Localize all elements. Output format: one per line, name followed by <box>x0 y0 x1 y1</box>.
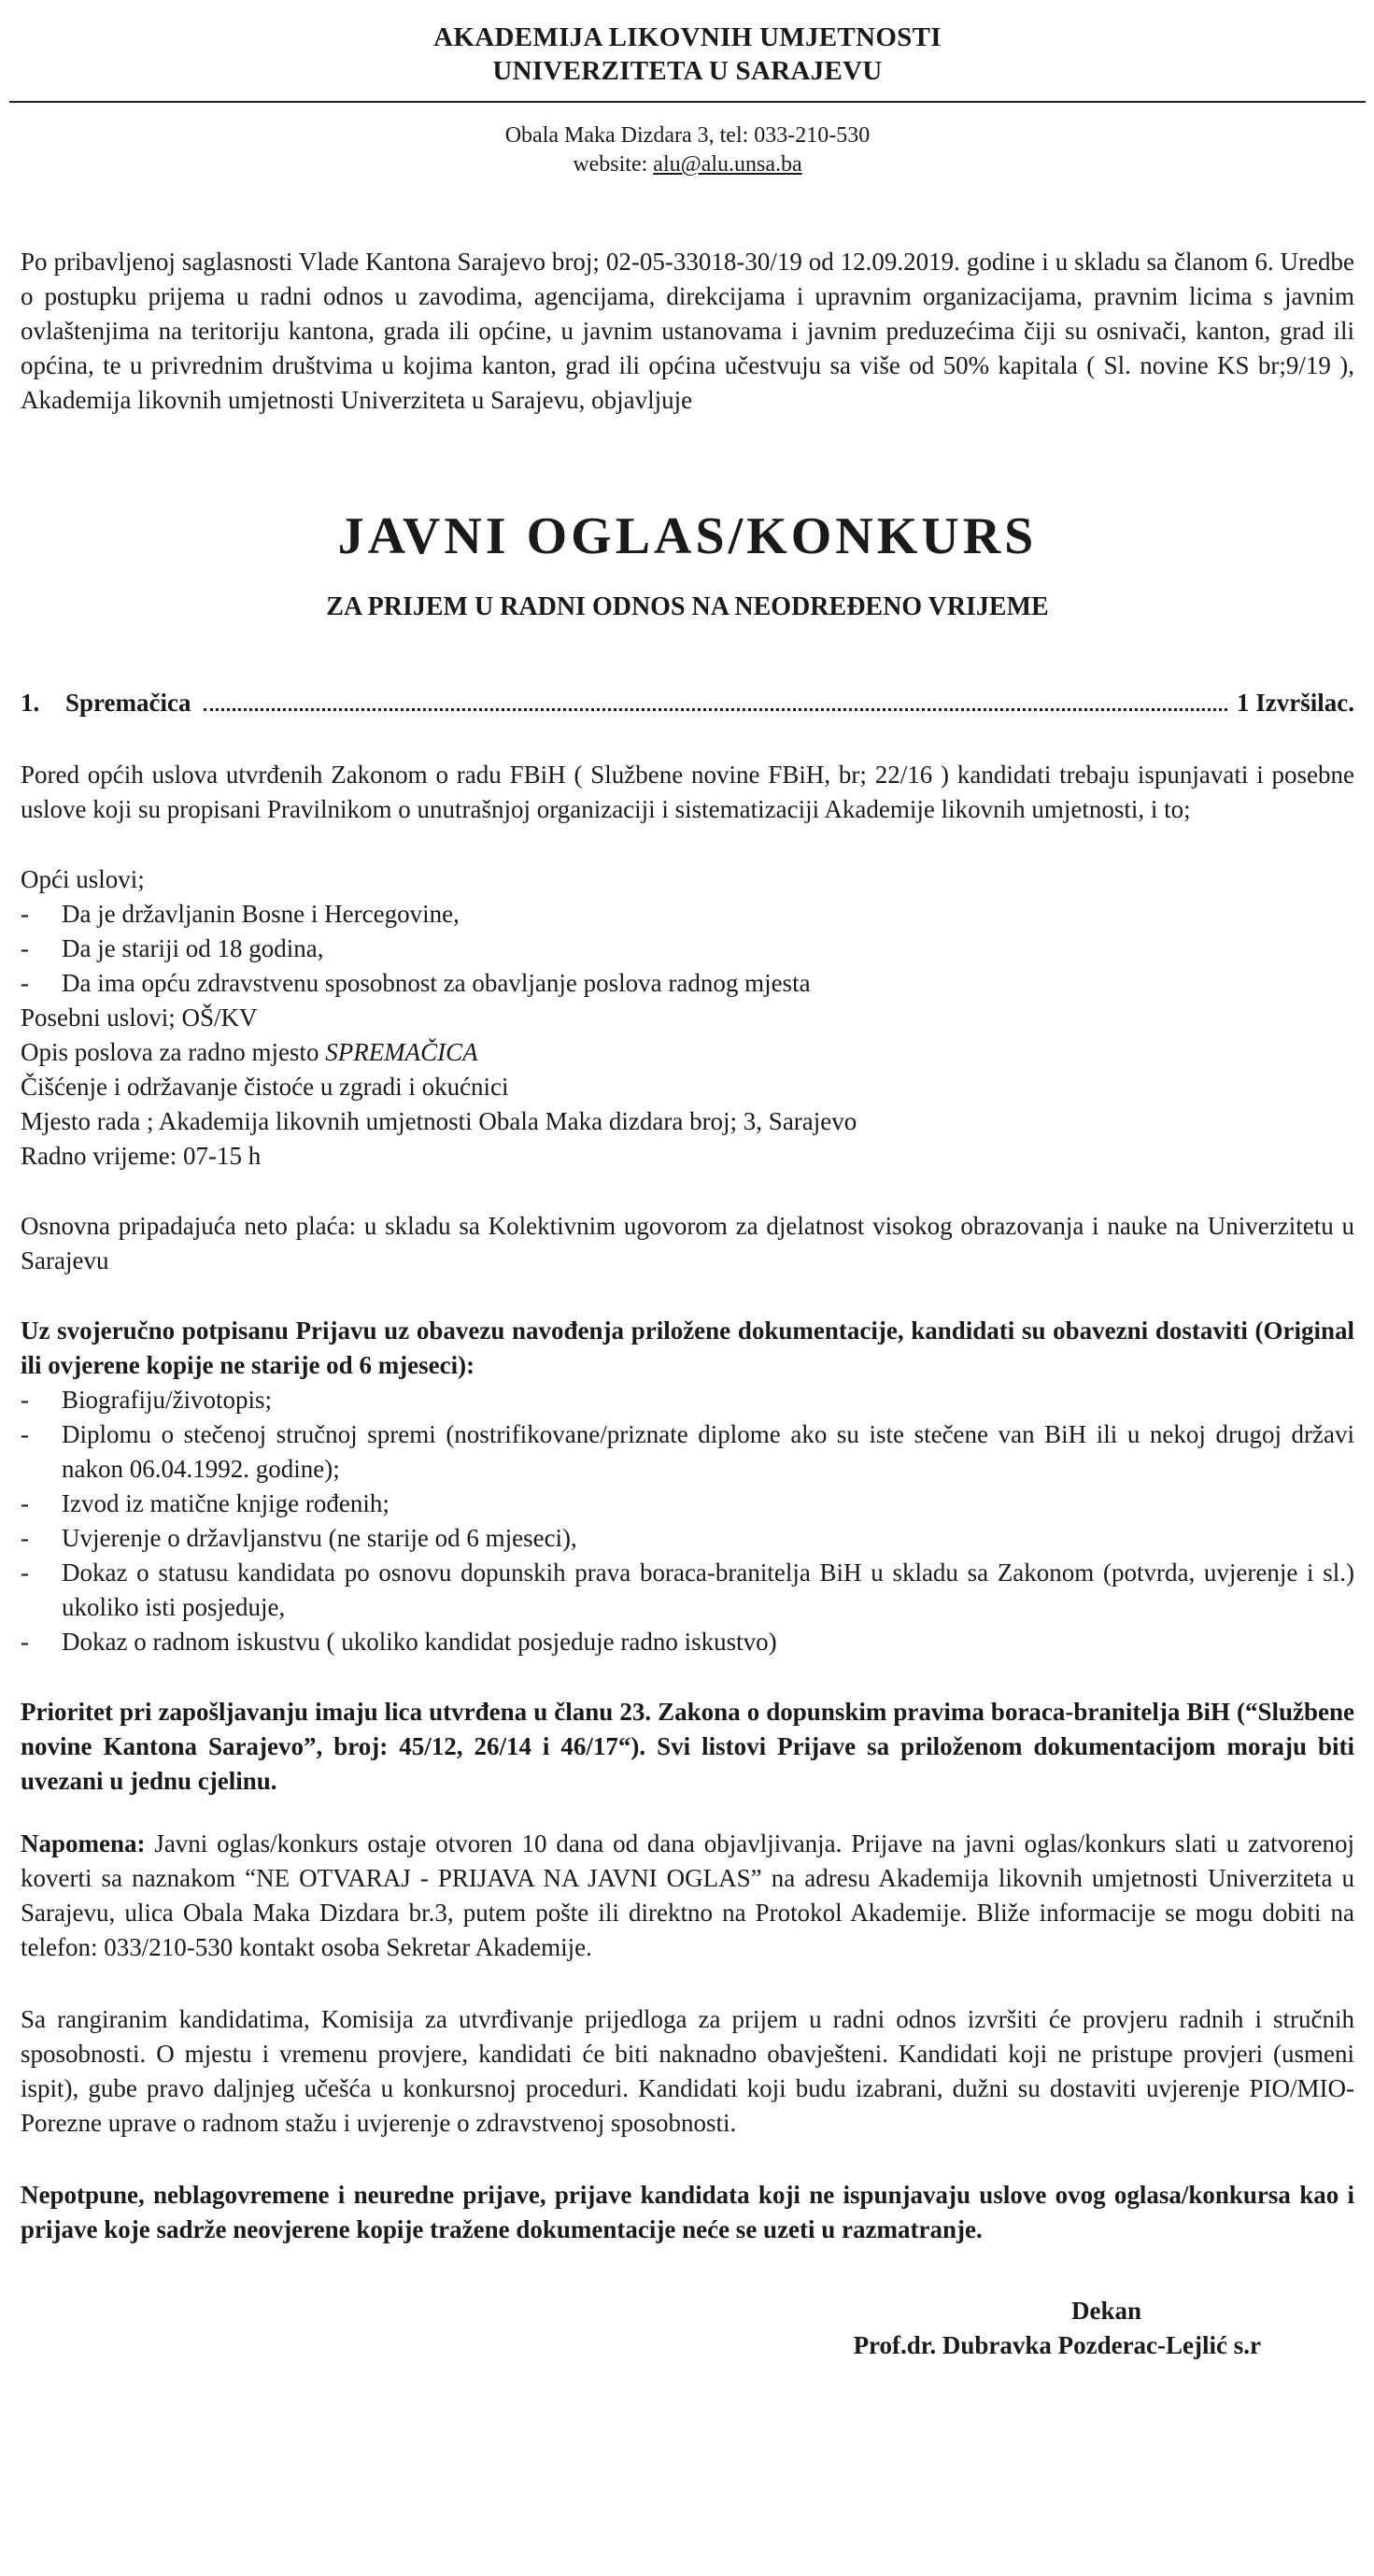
list-item: - Uvjerenje o državljanstvu (ne starije od 6 mjeseci), <box>21 1521 1354 1556</box>
dotted-leader <box>204 708 1227 711</box>
special-conditions: Posebni uslovi; OŠ/KV <box>21 1003 258 1032</box>
note-paragraph <box>21 1827 1354 1965</box>
note-label: Napomena: <box>21 1829 146 1857</box>
institution-university: UNIVERZITETA U SARAJEVU <box>492 56 883 86</box>
position-name: Spremačica <box>65 689 191 717</box>
documents-list <box>21 1383 1354 1659</box>
priority-paragraph: Prioritet pri zapošljavanju imaju lica utvrđena u članu 23. Zakona o dopunskim pravima boraca-branitelja BiH (“Službene novine Kantona Sarajevo”, broj: 45/12, 26/14 i 46/17“). Svi listovi Prijave sa priloženom dokumentacijom moraju biti uvezani u jednu cjelinu. <box>21 1698 1354 1795</box>
institution-name: AKADEMIJA LIKOVNIH UMJETNOSTI <box>433 22 942 52</box>
website-line <box>21 150 1354 179</box>
list-item: - Da ima opću zdravstvenu sposobnost za obavljanje poslova radnog mjesta <box>21 966 1354 1001</box>
contact-block <box>21 121 1354 179</box>
dash-bullet: - <box>21 934 29 962</box>
list-item: - Biografiju/životopis; <box>21 1383 1354 1417</box>
general-conditions-list <box>21 897 1354 1001</box>
dash-bullet: - <box>21 1420 29 1448</box>
signature-role: Dekan <box>1070 2297 1141 2325</box>
working-hours: Radno vrijeme: 07-15 h <box>21 1142 262 1170</box>
documents-section <box>21 1314 1354 1659</box>
list-item: - Dokaz o radnom iskustvu ( ukoliko kandidat posjeduje radno iskustvo) <box>21 1625 1354 1659</box>
list-item: - Dokaz o statusu kandidata po osnovu dopunskih prava boraca-branitelja BiH u skladu sa Zakonom (potvrda, uvjerenje i sl.) ukoliko isti posjeduje, <box>21 1556 1354 1625</box>
documents-heading: Uz svojeručno potpisanu Prijavu uz obavezu navođenja priložene dokumentacije, kandidati su obavezni dostaviti (Original ili ovjerene kopije ne starije od 6 mjeseci): <box>21 1316 1354 1379</box>
dash-bullet: - <box>21 1489 29 1517</box>
institution-header <box>21 0 1354 88</box>
list-item: - Izvod iz matične knjige rođenih; <box>21 1487 1354 1521</box>
dash-bullet: - <box>21 969 29 997</box>
job-description-line <box>21 1035 1354 1070</box>
announcement-subtitle: ZA PRIJEM U RADNI ODNOS NA NEODREĐENO VRIJEME <box>326 592 1049 621</box>
position-number: 1. <box>21 689 40 717</box>
incomplete-applications-paragraph: Nepotpune, neblagovremene i neuredne prijave, prijave kandidata koji ne ispunjavaju uslove ovog oglasa/konkursa kao i prijave koje sadrže neovjerene kopije tražene dokumentacije neće se uzeti u razmatranje. <box>21 2181 1354 2243</box>
website-link[interactable]: alu@alu.unsa.ba <box>653 152 802 177</box>
website-label: website: <box>573 152 654 177</box>
job-duties: Čišćenje i održavanje čistoće u zgradi i okućnici <box>21 1073 509 1101</box>
address-line: Obala Maka Dizdara 3, tel: 033-210-530 <box>504 123 871 148</box>
workplace-line: Mjesto rada ; Akademija likovnih umjetnosti Obala Maka dizdara broj; 3, Sarajevo <box>21 1107 857 1135</box>
list-item: - Diplomu o stečenoj stručnoj spremi (nostrifikovane/priznate diplome ako su iste stečene van BiH ili u nekoj drugoj državi nakon 06.04.1992. godine); <box>21 1417 1354 1487</box>
salary-paragraph: Osnovna pripadajuća neto plaća: u skladu sa Kolektivnim ugovorom za djelatnost visokog obrazovanja i nauke na Univerzitetu u Sarajevu <box>21 1212 1354 1274</box>
list-item: - Da je državljanin Bosne i Hercegovine, <box>21 897 1354 932</box>
header-divider <box>9 101 1366 103</box>
dash-bullet: - <box>21 1628 29 1656</box>
note-text: Javni oglas/konkurs ostaje otvoren 10 dana od dana objavljivanja. Prijave na javni oglas/konkurs slati u zatvorenoj koverti sa naznakom “NE OTVARAJ - PRIJAVA NA JAVNI OGLAS” na adresu Akademija likovnih umjetnosti Univerziteta u Sarajevu, ulica Obala Maka Dizdara br.3, putem pošte ili direktno na Protokol Akademije. Bliže informacije se mogu dobiti na telefon: 033/210-530 kontakt osoba Sekretar Akademije. <box>21 1829 1354 1961</box>
job-description-label: Opis poslova za radno mjesto <box>21 1038 326 1066</box>
dash-bullet: - <box>21 1386 29 1414</box>
dash-bullet: - <box>21 900 29 928</box>
document-page <box>21 0 1354 2363</box>
general-conditions-heading: Opći uslovi; <box>21 865 145 893</box>
signature-name: Prof.dr. Dubravka Pozderac-Lejlić s.r <box>853 2331 1261 2359</box>
position-count: 1 Izvršilac. <box>1237 689 1354 717</box>
list-item: - Da je stariji od 18 godina, <box>21 932 1354 966</box>
dash-bullet: - <box>21 1524 29 1552</box>
job-title-italic: SPREMAČICA <box>325 1038 478 1066</box>
dash-bullet: - <box>21 1558 29 1587</box>
general-conditions <box>21 862 1354 1174</box>
general-intro-paragraph: Pored općih uslova utvrđenih Zakonom o radu FBiH ( Službene novine FBiH, br; 22/16 ) kandidati trebaju ispunjavati i posebne uslove koji su propisani Pravilnikom o unutrašnjoj organizaciji i sistematizaciji Akademije likovnih umjetnosti, i to; <box>21 761 1354 823</box>
position-line <box>21 686 1354 720</box>
ranking-paragraph: Sa rangiranim kandidatima, Komisija za utvrđivanje prijedloga za prijem u radni odnos izvršiti će provjeru radnih i stručnih sposobnosti. O mjestu i vremenu provjere, kandidati će biti naknadno obavješteni. Kandidati koji ne pristupe provjeri (usmeni ispit), gube pravo daljnjeg učešća u konkursnoj proceduri. Kandidati koji budu izabrani, dužni su dostaviti uvjerenje PIO/MIO-Porezne uprave o radnom stažu i uvjerenje o zdravstvenoj sposobnosti. <box>21 2005 1354 2137</box>
intro-paragraph: Po pribavljenoj saglasnosti Vlade Kantona Sarajevo broj; 02-05-33018-30/19 od 12.09.2019. godine i u skladu sa članom 6. Uredbe o postupku prijema u radni odnos u zavodima, agencijama, direkcijama i upravnim organizacijama, pravnim licima s javnim ovlaštenjima na teritoriju kantona, grada ili općine, u javnim ustanovama i javnim preduzećima čiji su osnivači, kanton, grad ili općina, te u privrednim društvima u kojima kanton, grad ili općina učestvuju sa više od 50% kapitala ( Sl. novine KS br;9/19 ), Akademija likovnih umjetnosti Univerziteta u Sarajevu, objavljuje <box>21 248 1354 414</box>
announcement-title: JAVNI OGLAS/KONKURS <box>337 507 1038 565</box>
signature-block <box>21 2294 1354 2363</box>
